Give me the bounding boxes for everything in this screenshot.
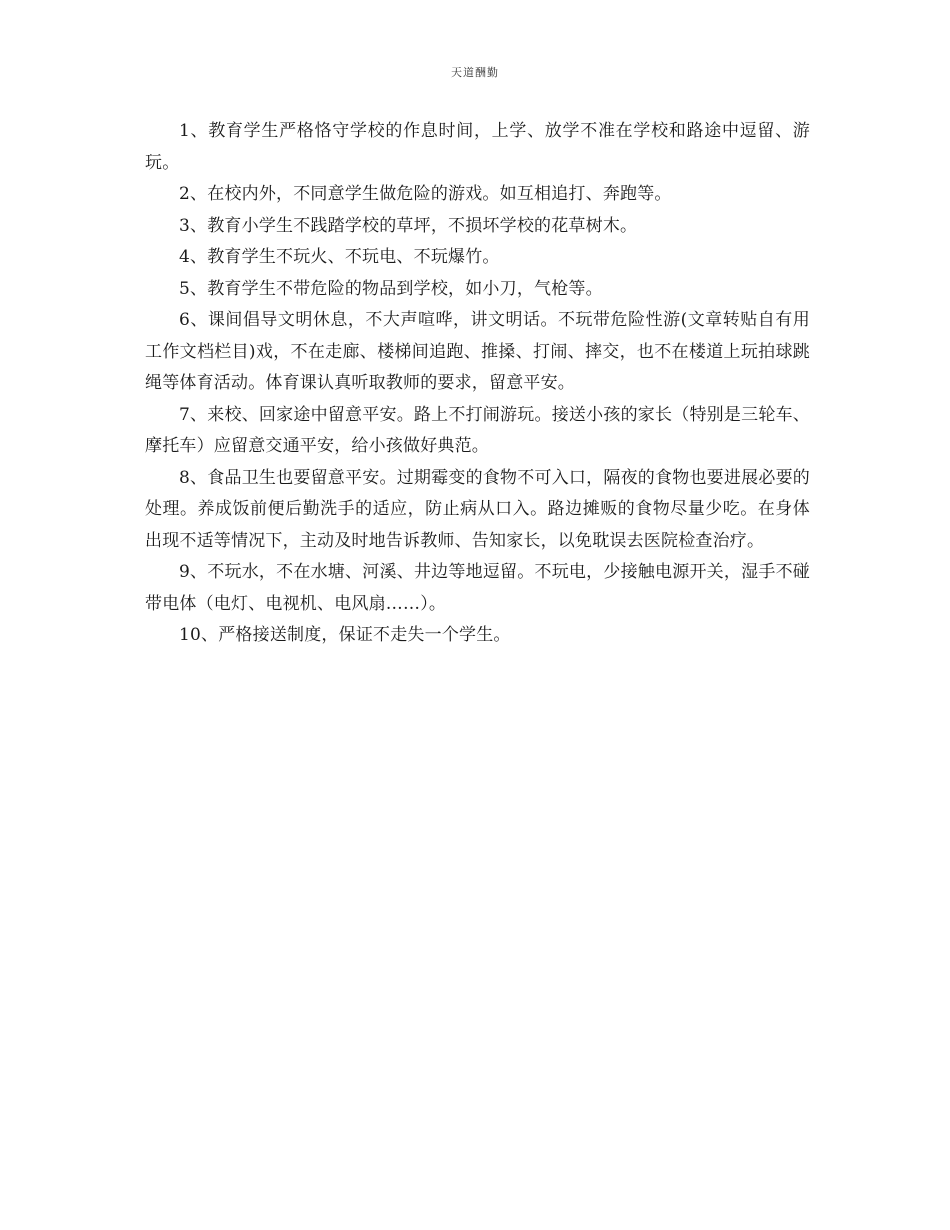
paragraph-1: 1、教育学生严格恪守学校的作息时间，上学、放学不准在学校和路途中逗留、游玩。 <box>145 121 810 173</box>
document-body <box>145 116 810 652</box>
paragraph-5: 5、教育学生不带危险的物品到学校，如小刀，气枪等。 <box>179 278 603 299</box>
paragraph-10: 10、严格接送制度，保证不走失一个学生。 <box>179 625 511 645</box>
paragraph-8: 8、食品卫生也要留意平安。过期霉变的食物不可入口，隔夜的食物也要进展必要的处理。养成饭前便后勤洗手的适应，防止病从口入。路边摊贩的食物尽量少吃。在身体出现不适等情况下，主动及时地告诉教师、告知家长，以免耽误去医院检查治疗。 <box>145 467 810 551</box>
paragraph-3: 3、教育小学生不践踏学校的草坪，不损坏学校的花草树木。 <box>179 215 638 236</box>
paragraph-9: 9、不玩水，不在水塘、河溪、井边等地逗留。不玩电，少接触电源开关，湿手不碰带电体（电灯、电视机、电风扇……）。 <box>145 562 810 614</box>
paragraph-6: 6、课间倡导文明休息，不大声喧哗，讲文明话。不玩带危险性游(文章转贴自有用工作文档栏目)戏，不在走廊、楼梯间追跑、推搡、打闹、摔交，也不在楼道上玩拍球跳绳等体育活动。体育课认真听取教师的要求，留意平安。 <box>145 310 810 393</box>
page-header: 天道酬勤 <box>451 66 499 79</box>
paragraph-7: 7、来校、回家途中留意平安。路上不打闹游玩。接送小孩的家长（特别是三轮车、摩托车）应留意交通平安，给小孩做好典范。 <box>145 404 810 456</box>
paragraph-4: 4、教育学生不玩火、不玩电、不玩爆竹。 <box>179 247 500 267</box>
paragraph-2: 2、在校内外，不同意学生做危险的游戏。如互相追打、奔跑等。 <box>179 184 672 204</box>
